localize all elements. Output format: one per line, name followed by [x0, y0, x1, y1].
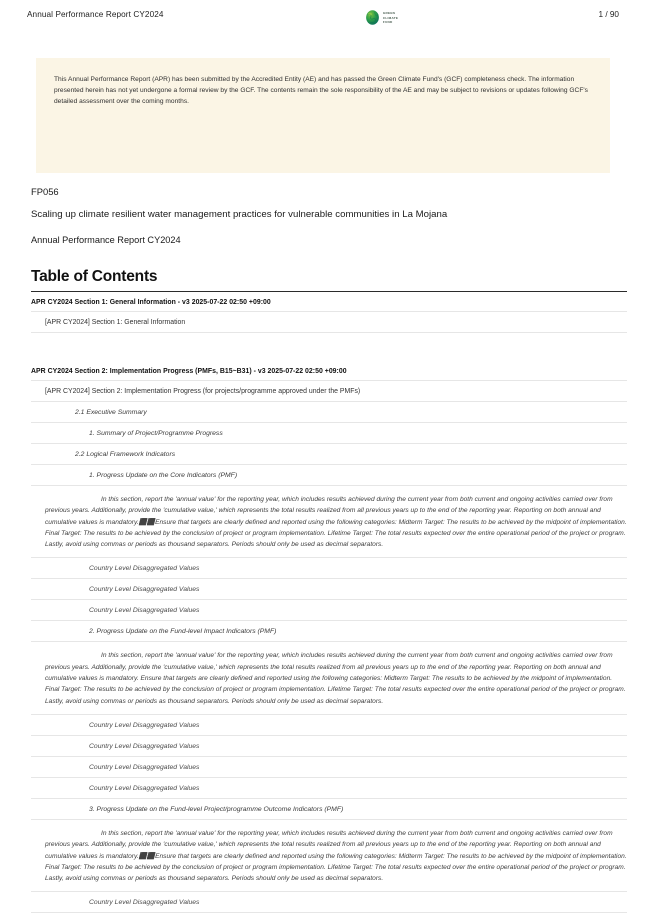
project-name: Scaling up climate resilient water management practices for vulnerable communities in La Mojana: [31, 209, 448, 220]
table-of-contents-heading: Table of Contents: [31, 268, 627, 292]
toc-country-values-row[interactable]: Country Level Disaggregated Values: [31, 757, 627, 778]
toc-country-values-row[interactable]: Country Level Disaggregated Values: [31, 715, 627, 736]
submission-notice-text: This Annual Performance Report (APR) has been submitted by the Accredited Entity (AE) and has passed the Green Climate Fund's (GCF) completeness check. The information presented herein has not yet undergone a formal review by the GCF. The contents remain the sole responsibility of the AE and may be subject to revisions or updates following GCF's detailed assessment over the coming months.: [54, 76, 588, 106]
page-number-indicator: 1 / 90: [598, 10, 619, 19]
toc-section-row[interactable]: APR CY2024 Section 2: Implementation Progress (PMFs, B15~B31) - v3 2025-07-22 02:50 +09:00: [31, 359, 627, 381]
toc-item-row[interactable]: 1. Summary of Project/Programme Progress: [31, 423, 627, 444]
page-header: [0, 10, 646, 36]
logo-wordmark-line-2: CLIMATE: [382, 15, 399, 20]
report-subtitle: Annual Performance Report CY2024: [31, 235, 181, 245]
toc-heading-row[interactable]: 2.1 Executive Summary: [31, 402, 627, 423]
toc-country-values-row[interactable]: Country Level Disaggregated Values: [31, 778, 627, 799]
logo-wordmark-line-3: FUND: [382, 20, 393, 25]
submission-notice-banner: [36, 58, 610, 173]
toc-item-row[interactable]: 3. Progress Update on the Fund-level Project/programme Outcome Indicators (PMF): [31, 799, 627, 820]
toc-country-values-row[interactable]: Country Level Disaggregated Values: [31, 892, 627, 913]
toc-country-values-row[interactable]: Country Level Disaggregated Values: [31, 579, 627, 600]
toc-country-values-row[interactable]: Country Level Disaggregated Values: [31, 600, 627, 621]
logo-wordmark-line-1: GREEN: [382, 11, 396, 16]
table-of-contents-list: [31, 292, 627, 913]
toc-heading-row[interactable]: 2.2 Logical Framework Indicators: [31, 444, 627, 465]
green-climate-fund-logo: [364, 9, 398, 26]
toc-item-row[interactable]: 1. Progress Update on the Core Indicators (PMF): [31, 465, 627, 486]
toc-guidance-paragraph: In this section, report the 'annual value' for the reporting year, which includes results achieved during the current year from both current and ongoing activities carried over from previous years. Additionally, provide the 'cumulative value,' which represents the total results realized from all previous years up to the end of the reporting year. Reporting on both annual and cumulative values is mandatory. Ensure that targets are clearly defined and reported using the following categories: Midterm Target: The results to be achieved by the midpoint of implementation. Final Target: The results to be achieved by the conclusion of project or program implementation. Lifetime Target: The total results expected over the entire operational period of the project or program. Lastly, avoid using commas or periods as thousand separators. Periods should only be used as decimal separators.: [31, 642, 627, 714]
document-title-block: [31, 186, 621, 245]
toc-section-row[interactable]: APR CY2024 Section 1: General Information - v3 2025-07-22 02:50 +09:00: [31, 292, 627, 312]
toc-item-row[interactable]: 2. Progress Update on the Fund-level Impact Indicators (PMF): [31, 621, 627, 642]
toc-subsection-row[interactable]: [APR CY2024] Section 1: General Information: [31, 312, 627, 333]
globe-icon: [364, 9, 381, 26]
toc-guidance-paragraph: In this section, report the 'annual value' for the reporting year, which includes results achieved during the current year from both current and ongoing activities carried over from previous years. Additionally, provide the 'cumulative value,' which represents the total results realized from all previous years up to the end of the reporting year. Reporting on both annual and cumulative values is mandatory.⬛⬛Ensure that targets are clearly defined and reported using the following categories: Midterm Target: The results to be achieved by the midpoint of implementation. Final Target: The results to be achieved by the conclusion of project or program implementation. Lifetime Target: The total results expected over the entire operational period of the project or program. Lastly, avoid using commas or periods as thousand separators. Periods should only be used as decimal separators.: [31, 486, 627, 558]
toc-country-values-row[interactable]: Country Level Disaggregated Values: [31, 558, 627, 579]
toc-guidance-paragraph: In this section, report the 'annual value' for the reporting year, which includes results achieved during the current year from both current and ongoing activities carried over from previous years. Additionally, provide the 'cumulative value,' which represents the total results realized from all previous years up to the end of the reporting year. Reporting on both annual and cumulative values is mandatory.⬛⬛Ensure that targets are clearly defined and reported using the following categories: Midterm Target: The results to be achieved by the midpoint of implementation. Final Target: The results to be achieved by the conclusion of project or program implementation. Lifetime Target: The total results expected over the entire operational period of the project or program. Lastly, avoid using commas or periods as thousand separators. Periods should only be used as decimal separators.: [31, 820, 627, 892]
toc-subsection-row[interactable]: [APR CY2024] Section 2: Implementation Progress (for projects/programme approved under the PMFs): [31, 381, 627, 402]
logo-wordmark: [383, 10, 398, 24]
header-document-title: Annual Performance Report CY2024: [27, 10, 164, 19]
project-code: FP056: [31, 186, 59, 197]
table-of-contents: [31, 268, 627, 913]
toc-country-values-row[interactable]: Country Level Disaggregated Values: [31, 736, 627, 757]
